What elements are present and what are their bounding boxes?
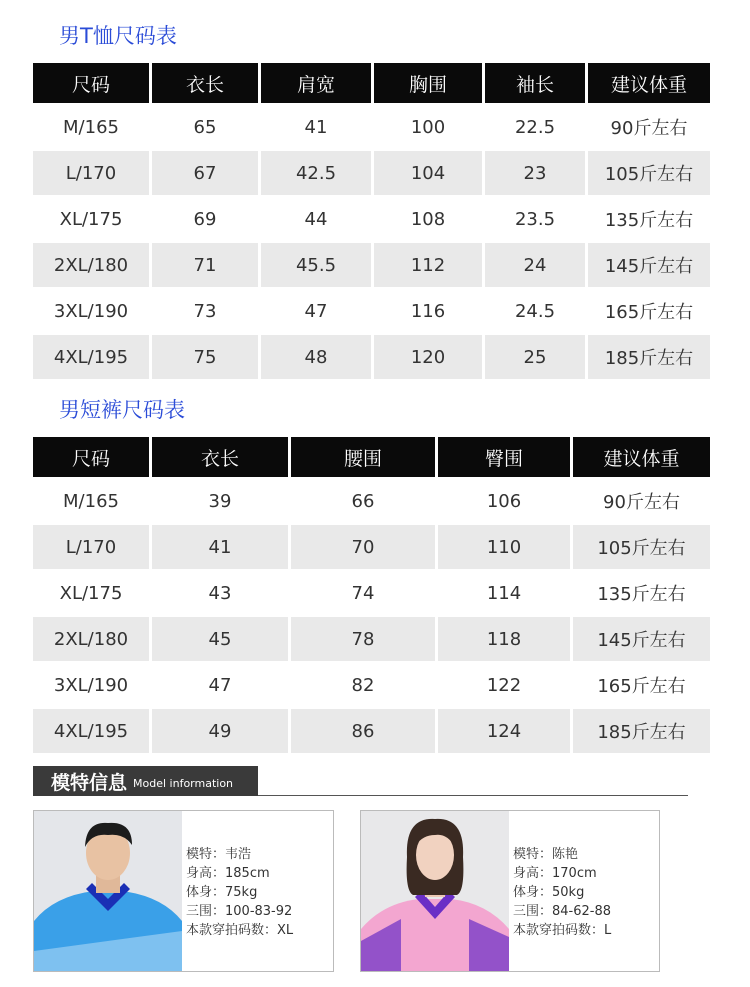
column-header: 袖长 <box>485 63 585 103</box>
table-row <box>33 617 710 661</box>
table-row <box>33 663 710 707</box>
table-cell: 70 <box>291 525 435 569</box>
table-cell: 48 <box>261 335 371 379</box>
model-card-male <box>33 810 334 972</box>
column-header: 肩宽 <box>261 63 371 103</box>
table-cell: 3XL/190 <box>33 289 149 333</box>
table-cell: 49 <box>152 709 288 753</box>
table-cell: 185斤左右 <box>588 335 710 379</box>
table-cell: 47 <box>152 663 288 707</box>
column-header: 尺码 <box>33 437 149 477</box>
table-cell: 145斤左右 <box>573 617 710 661</box>
table-row <box>33 571 710 615</box>
table-cell: 110 <box>438 525 570 569</box>
table-cell: 105斤左右 <box>573 525 710 569</box>
table-row <box>33 197 710 241</box>
table-cell: 74 <box>291 571 435 615</box>
model-measurements: 三围：84-62-88 <box>513 904 612 919</box>
table-cell: 71 <box>152 243 258 287</box>
table-cell: 44 <box>261 197 371 241</box>
table-cell: 3XL/190 <box>33 663 149 707</box>
column-header: 尺码 <box>33 63 149 103</box>
column-header: 建议体重 <box>573 437 710 477</box>
table-cell: 42.5 <box>261 151 371 195</box>
model-info-title: 模特信息 <box>51 771 128 794</box>
table-cell: 4XL/195 <box>33 709 149 753</box>
column-header: 衣长 <box>152 437 288 477</box>
model-height: 身高：170cm <box>513 866 597 881</box>
table-cell: L/170 <box>33 151 149 195</box>
model-card-female <box>360 810 660 972</box>
table-cell: 135斤左右 <box>588 197 710 241</box>
table-cell: 165斤左右 <box>588 289 710 333</box>
table-cell: 45.5 <box>261 243 371 287</box>
model-info-subtitle: Model information <box>133 776 234 790</box>
column-header: 臀围 <box>438 437 570 477</box>
table-row <box>33 289 710 333</box>
table-cell: 106 <box>438 479 570 523</box>
model-name: 模特：陈艳 <box>513 847 579 862</box>
table-cell: 67 <box>152 151 258 195</box>
table-cell: 118 <box>438 617 570 661</box>
table-header-row <box>33 437 710 477</box>
table-cell: 105斤左右 <box>588 151 710 195</box>
table-cell: 145斤左右 <box>588 243 710 287</box>
model-size-worn: 本款穿拍码数：L <box>513 923 612 938</box>
table-row <box>33 525 710 569</box>
table-header-row <box>33 63 710 103</box>
table-cell: 114 <box>438 571 570 615</box>
model-info-female <box>513 845 611 940</box>
table-cell: 135斤左右 <box>573 571 710 615</box>
table-cell: 75 <box>152 335 258 379</box>
model-weight: 体身：50kg <box>513 885 585 900</box>
tshirt-size-table <box>33 63 710 381</box>
table-row <box>33 243 710 287</box>
model-info-header <box>33 766 258 796</box>
table-cell: M/165 <box>33 105 149 149</box>
table-cell: 47 <box>261 289 371 333</box>
table-cell: 23 <box>485 151 585 195</box>
table-cell: 24 <box>485 243 585 287</box>
table-cell: L/170 <box>33 525 149 569</box>
table-cell: 4XL/195 <box>33 335 149 379</box>
table-cell: 24.5 <box>485 289 585 333</box>
table-cell: 2XL/180 <box>33 243 149 287</box>
tshirt-size-title: 男T恤尺码表 <box>59 24 177 48</box>
model-measurements: 三围：100-83-92 <box>186 904 293 919</box>
model-info-male <box>186 845 293 940</box>
table-cell: 2XL/180 <box>33 617 149 661</box>
table-cell: 66 <box>291 479 435 523</box>
table-cell: 165斤左右 <box>573 663 710 707</box>
table-cell: 23.5 <box>485 197 585 241</box>
model-photo-female <box>361 811 509 971</box>
table-row <box>33 105 710 149</box>
table-cell: 122 <box>438 663 570 707</box>
table-cell: 69 <box>152 197 258 241</box>
table-cell: 185斤左右 <box>573 709 710 753</box>
table-cell: 41 <box>261 105 371 149</box>
table-cell: 90斤左右 <box>588 105 710 149</box>
table-row <box>33 335 710 379</box>
table-cell: 116 <box>374 289 482 333</box>
table-cell: 41 <box>152 525 288 569</box>
model-weight: 体身：75kg <box>186 885 258 900</box>
table-cell: 82 <box>291 663 435 707</box>
model-size-worn: 本款穿拍码数：XL <box>186 923 294 938</box>
model-height: 身高：185cm <box>186 866 270 881</box>
shorts-size-table <box>33 437 710 755</box>
table-cell: 90斤左右 <box>573 479 710 523</box>
model-info-divider <box>258 795 688 796</box>
table-cell: 43 <box>152 571 288 615</box>
model-name: 模特：韦浩 <box>186 847 252 862</box>
table-cell: 104 <box>374 151 482 195</box>
table-cell: XL/175 <box>33 197 149 241</box>
table-cell: 22.5 <box>485 105 585 149</box>
table-cell: XL/175 <box>33 571 149 615</box>
table-row <box>33 151 710 195</box>
table-cell: 39 <box>152 479 288 523</box>
table-cell: 25 <box>485 335 585 379</box>
column-header: 建议体重 <box>588 63 710 103</box>
table-cell: M/165 <box>33 479 149 523</box>
table-row <box>33 709 710 753</box>
table-cell: 120 <box>374 335 482 379</box>
table-cell: 86 <box>291 709 435 753</box>
table-cell: 73 <box>152 289 258 333</box>
column-header: 腰围 <box>291 437 435 477</box>
column-header: 胸围 <box>374 63 482 103</box>
table-row <box>33 479 710 523</box>
table-cell: 65 <box>152 105 258 149</box>
table-cell: 45 <box>152 617 288 661</box>
table-cell: 124 <box>438 709 570 753</box>
table-cell: 112 <box>374 243 482 287</box>
shorts-size-title: 男短裤尺码表 <box>59 398 185 422</box>
table-cell: 108 <box>374 197 482 241</box>
column-header: 衣长 <box>152 63 258 103</box>
table-cell: 100 <box>374 105 482 149</box>
model-photo-male <box>34 811 182 971</box>
table-cell: 78 <box>291 617 435 661</box>
